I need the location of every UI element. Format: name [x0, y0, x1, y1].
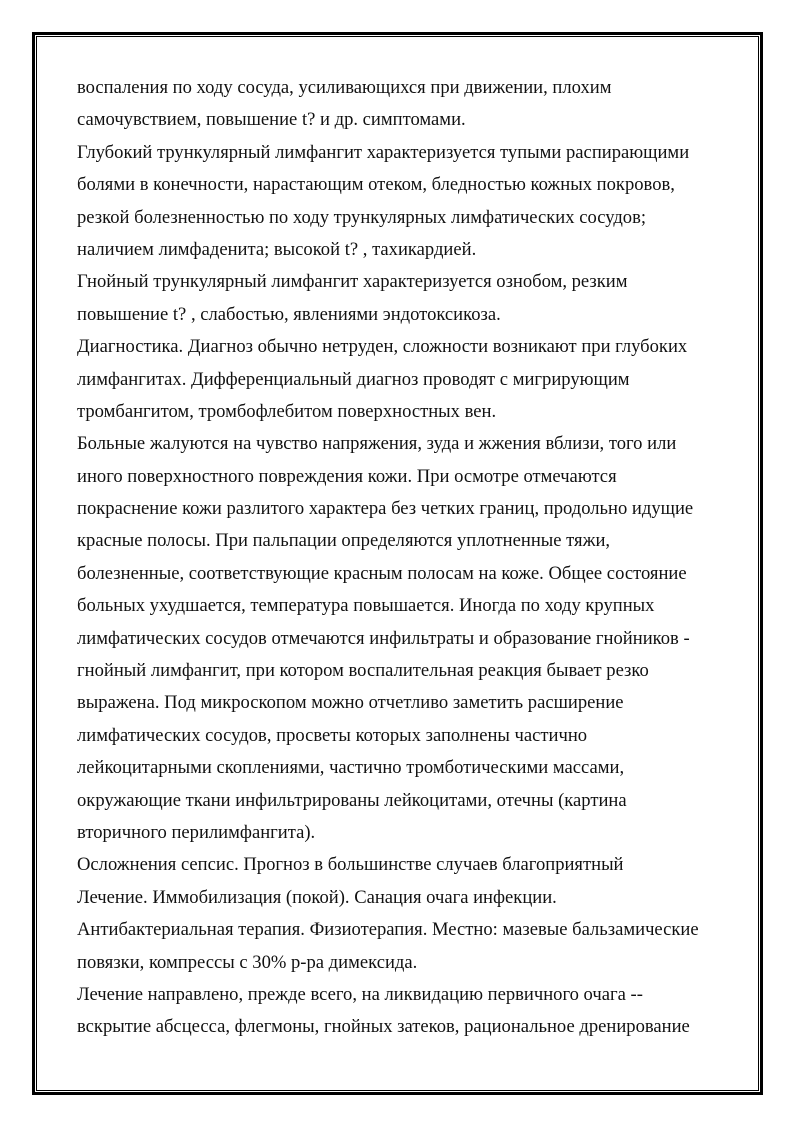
text-line: воспаления по ходу сосуда, усиливающихся при движении, плохим [77, 77, 612, 98]
text-line: болезненные, соответствующие красным полосам на коже. Общее состояние [77, 562, 687, 584]
text-line: больных ухудшается, температура повышается. Иногда по ходу крупных [77, 595, 655, 617]
text-line: Осложнения сепсис. Прогноз в большинстве случаев благоприятный [77, 854, 624, 876]
text-line: вскрытие абсцесса, флегмоны, гнойных затеков, рациональное дренирование [77, 1016, 690, 1038]
text-line: Больные жалуются на чувство напряжения, зуда и жжения вблизи, того или [77, 433, 677, 455]
text-line: вторичного перилимфангита). [77, 821, 316, 843]
text-line: лейкоцитарными скоплениями, частично тромботическими массами, [77, 757, 625, 779]
text-line: Лечение. Иммобилизация (покой). Санация очага инфекции. [77, 886, 557, 908]
text-line: лимфатических сосудов, просветы которых заполнены частично [77, 724, 588, 746]
text-line: окружающие ткани инфильтрированы лейкоцитами, отечны (картина [77, 789, 627, 811]
text-line: резкой болезненностью по ходу трункулярных лимфатических сосудов; [77, 206, 647, 228]
text-line: гнойный лимфангит, при котором воспалительная реакция бывает резко [77, 660, 649, 682]
text-line: самочувствием, повышение t? и др. симптомами. [77, 109, 466, 131]
text-line: красные полосы. При пальпации определяются уплотненные тяжи, [77, 530, 611, 552]
text-line: Лечение направлено, прежде всего, на ликвидацию первичного очага -- [77, 983, 643, 1005]
text-line: повышение t? , слабостью, явлениями эндотоксикоза. [77, 303, 501, 325]
text-line: лимфатических сосудов отмечаются инфильтраты и образование гнойников - [77, 627, 690, 649]
text-line: Гнойный трункулярный лимфангит характеризуется ознобом, резким [77, 271, 628, 293]
text-line: болями в конечности, нарастающим отеком, бледностью кожных покровов, [77, 174, 675, 196]
text-line: Антибактериальная терапия. Физиотерапия. Местно: мазевые бальзамические [77, 919, 699, 941]
text-line: покраснение кожи разлитого характера без четких границ, продольно идущие [77, 498, 694, 520]
text-line: повязки, компрессы с 30% р-ра димексида. [77, 951, 418, 973]
text-line: Диагностика. Диагноз обычно нетруден, сложности возникают при глубоких [77, 336, 688, 358]
text-line: наличием лимфаденита; высокой t? , тахикардией. [77, 238, 477, 260]
document-body [77, 72, 717, 1044]
text-line: выражена. Под микроскопом можно отчетливо заметить расширение [77, 692, 624, 714]
text-line: лимфангитах. Дифференциальный диагноз проводят с мигрирующим [77, 368, 630, 390]
text-line: Глубокий трункулярный лимфангит характеризуется тупыми распирающими [77, 141, 690, 163]
text-line: тромбангитом, тромбофлебитом поверхностных вен. [77, 400, 497, 422]
text-line: иного поверхностного повреждения кожи. При осмотре отмечаются [77, 465, 617, 487]
